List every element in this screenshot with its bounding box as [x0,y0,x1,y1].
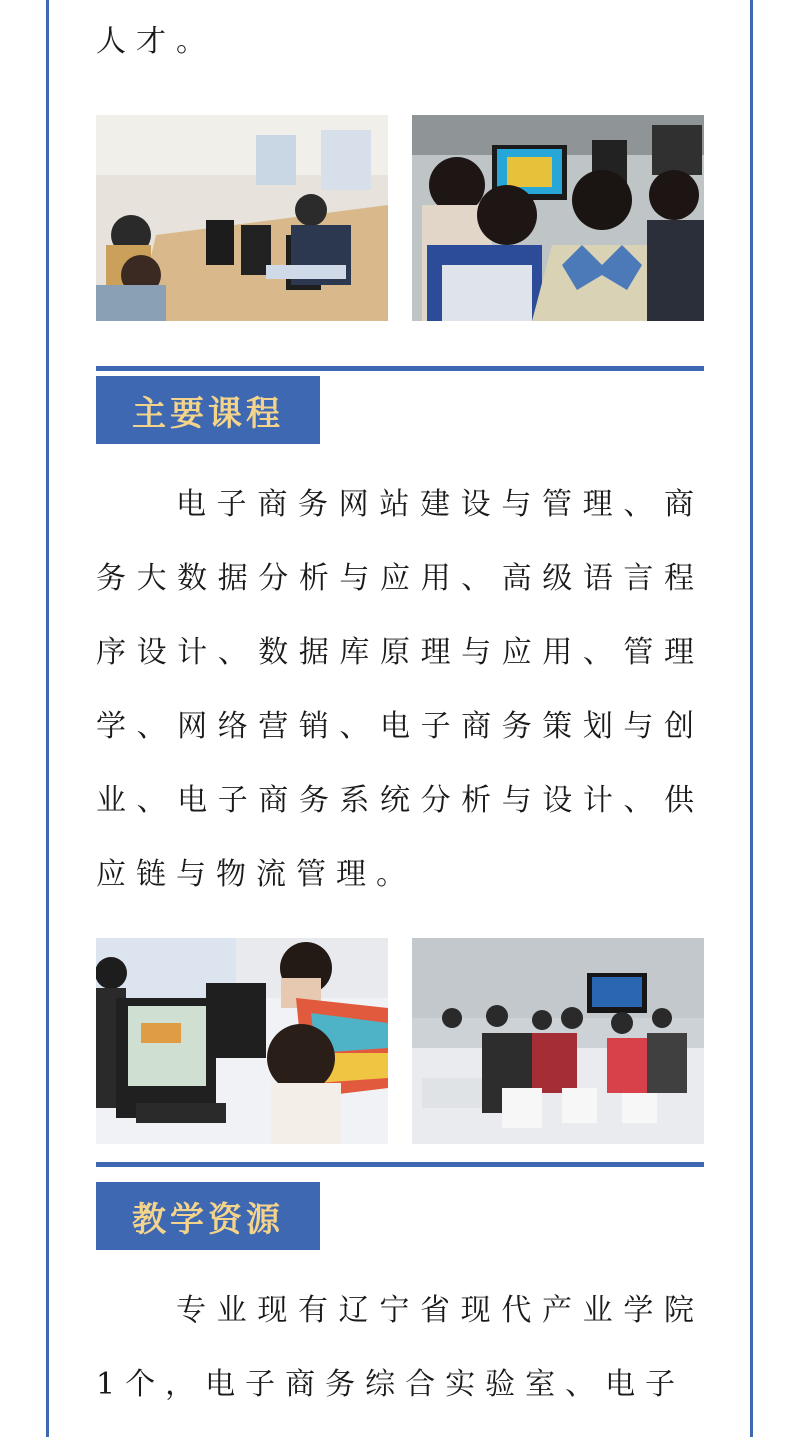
teacher-with-students-photo [96,938,388,1144]
main-courses-body: 电子商务网站建设与管理、商务大数据分析与应用、高级语言程序设计、数据库原理与应用、管理学、网络营销、电子商务策划与创业、电子商务系统分析与设计、供应链与物流管理。 [96,487,704,892]
computer-lab-photo [96,115,388,321]
section-title-teaching-resources: 教学资源 [96,1182,320,1250]
teaching-resources-body: 专业现有辽宁省现代产业学院1个，电子商务综合实验室、电子 [96,1293,704,1402]
section-2-rule [96,1162,704,1167]
section-1-body-container [96,468,704,912]
section-title-main-courses: 主要课程 [96,376,320,444]
students-at-computer-photo [412,115,704,321]
section-2-body-container [96,1274,704,1422]
photo-row-2 [96,938,704,1144]
classroom-group-photo [412,938,704,1144]
photo-row-1 [96,115,704,321]
right-border-line [750,0,753,1437]
left-border-line [46,0,49,1437]
section-1-rule [96,366,704,371]
intro-tail-text: 人才。 [96,24,216,59]
